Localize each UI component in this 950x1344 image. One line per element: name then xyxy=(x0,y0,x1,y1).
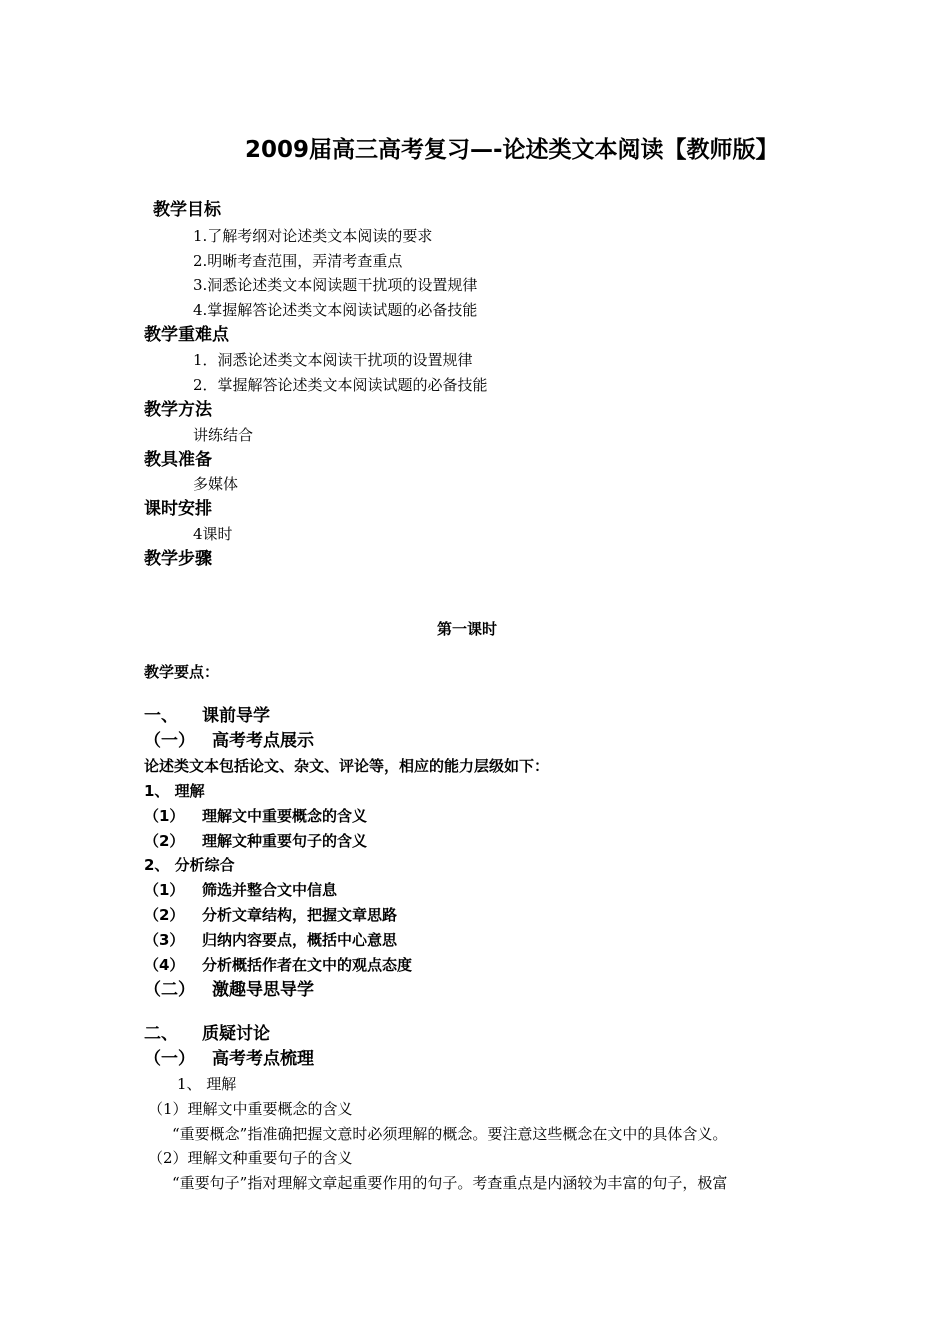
level-item-number: （2） xyxy=(144,906,185,924)
objective-item: 2.明晰考查范围，弄清考查重点 xyxy=(193,252,403,270)
level-item xyxy=(144,908,397,923)
methods-heading: 教学方法 xyxy=(144,400,212,420)
essentials-label: 教学要点： xyxy=(144,663,220,681)
subsection-heading xyxy=(144,733,314,750)
document-title: 2009届高三高考复习—-论述类文本阅读【教师版】 xyxy=(245,137,779,163)
point-title: （1）理解文中重要概念的含义 xyxy=(148,1100,353,1118)
key-point-item: 2．掌握解答论述类文本阅读试题的必备技能 xyxy=(193,376,488,394)
level-item-number: （1） xyxy=(144,807,185,825)
objectives-heading: 教学目标 xyxy=(153,200,221,220)
lesson-heading: 第一课时 xyxy=(437,620,498,638)
level-item xyxy=(144,809,367,824)
level-item-number: （3） xyxy=(144,931,185,949)
subsection-number: （一） xyxy=(144,1049,195,1069)
level-item xyxy=(144,958,412,973)
point-heading: 1、 理解 xyxy=(177,1075,237,1093)
subsection-title: 高考考点展示 xyxy=(212,731,314,751)
part-number: 一、 xyxy=(144,706,178,726)
point-paragraph: “重要概念”指准确把握文意时必须理解的概念。要注意这些概念在文中的具体含义。 xyxy=(172,1125,728,1143)
point-title: （2）理解文种重要句子的含义 xyxy=(148,1149,353,1167)
part-number: 二、 xyxy=(144,1024,178,1044)
part-heading xyxy=(144,1026,270,1043)
subsection-number: （二） xyxy=(144,980,195,1000)
level-item-text: 分析概括作者在文中的观点态度 xyxy=(202,956,413,974)
point-paragraph: “重要句子”指对理解文章起重要作用的句子。考查重点是内涵较为丰富的句子，极富 xyxy=(172,1174,728,1192)
tools-text: 多媒体 xyxy=(193,475,239,493)
level-heading: 2、 分析综合 xyxy=(144,856,235,874)
subsection-number: （一） xyxy=(144,731,195,751)
subsection-title: 高考考点梳理 xyxy=(212,1049,314,1069)
intro-text: 论述类文本包括论文、杂文、评论等，相应的能力层级如下： xyxy=(144,757,550,775)
key-point-item: 1．洞悉论述类文本阅读干扰项的设置规律 xyxy=(193,351,473,369)
level-item xyxy=(144,834,367,849)
level-item-text: 理解文种重要句子的含义 xyxy=(202,832,368,850)
objective-item: 1.了解考纲对论述类文本阅读的要求 xyxy=(193,227,433,245)
level-item-number: （2） xyxy=(144,832,185,850)
objective-item: 4.掌握解答论述类文本阅读试题的必备技能 xyxy=(193,301,478,319)
steps-heading: 教学步骤 xyxy=(144,549,212,569)
level-heading: 1、 理解 xyxy=(144,782,205,800)
level-item-text: 归纳内容要点，概括中心意思 xyxy=(202,931,398,949)
part-heading xyxy=(144,708,270,725)
methods-text: 讲练结合 xyxy=(193,426,254,444)
key-points-heading: 教学重难点 xyxy=(144,325,229,345)
subsection-heading xyxy=(144,1051,314,1068)
level-item-number: （4） xyxy=(144,956,185,974)
objective-item: 3.洞悉论述类文本阅读题干扰项的设置规律 xyxy=(193,276,478,294)
schedule-heading: 课时安排 xyxy=(144,499,212,519)
level-item xyxy=(144,933,397,948)
tools-heading: 教具准备 xyxy=(144,450,212,470)
level-item-text: 理解文中重要概念的含义 xyxy=(202,807,368,825)
part-title: 课前导学 xyxy=(202,706,270,726)
level-item-number: （1） xyxy=(144,881,185,899)
subsection-title: 激趣导思导学 xyxy=(212,980,314,1000)
schedule-text: 4课时 xyxy=(193,525,233,543)
subsection-heading xyxy=(144,982,314,999)
level-item-text: 筛选并整合文中信息 xyxy=(202,881,338,899)
level-item xyxy=(144,883,337,898)
part-title: 质疑讨论 xyxy=(202,1024,270,1044)
level-item-text: 分析文章结构，把握文章思路 xyxy=(202,906,398,924)
